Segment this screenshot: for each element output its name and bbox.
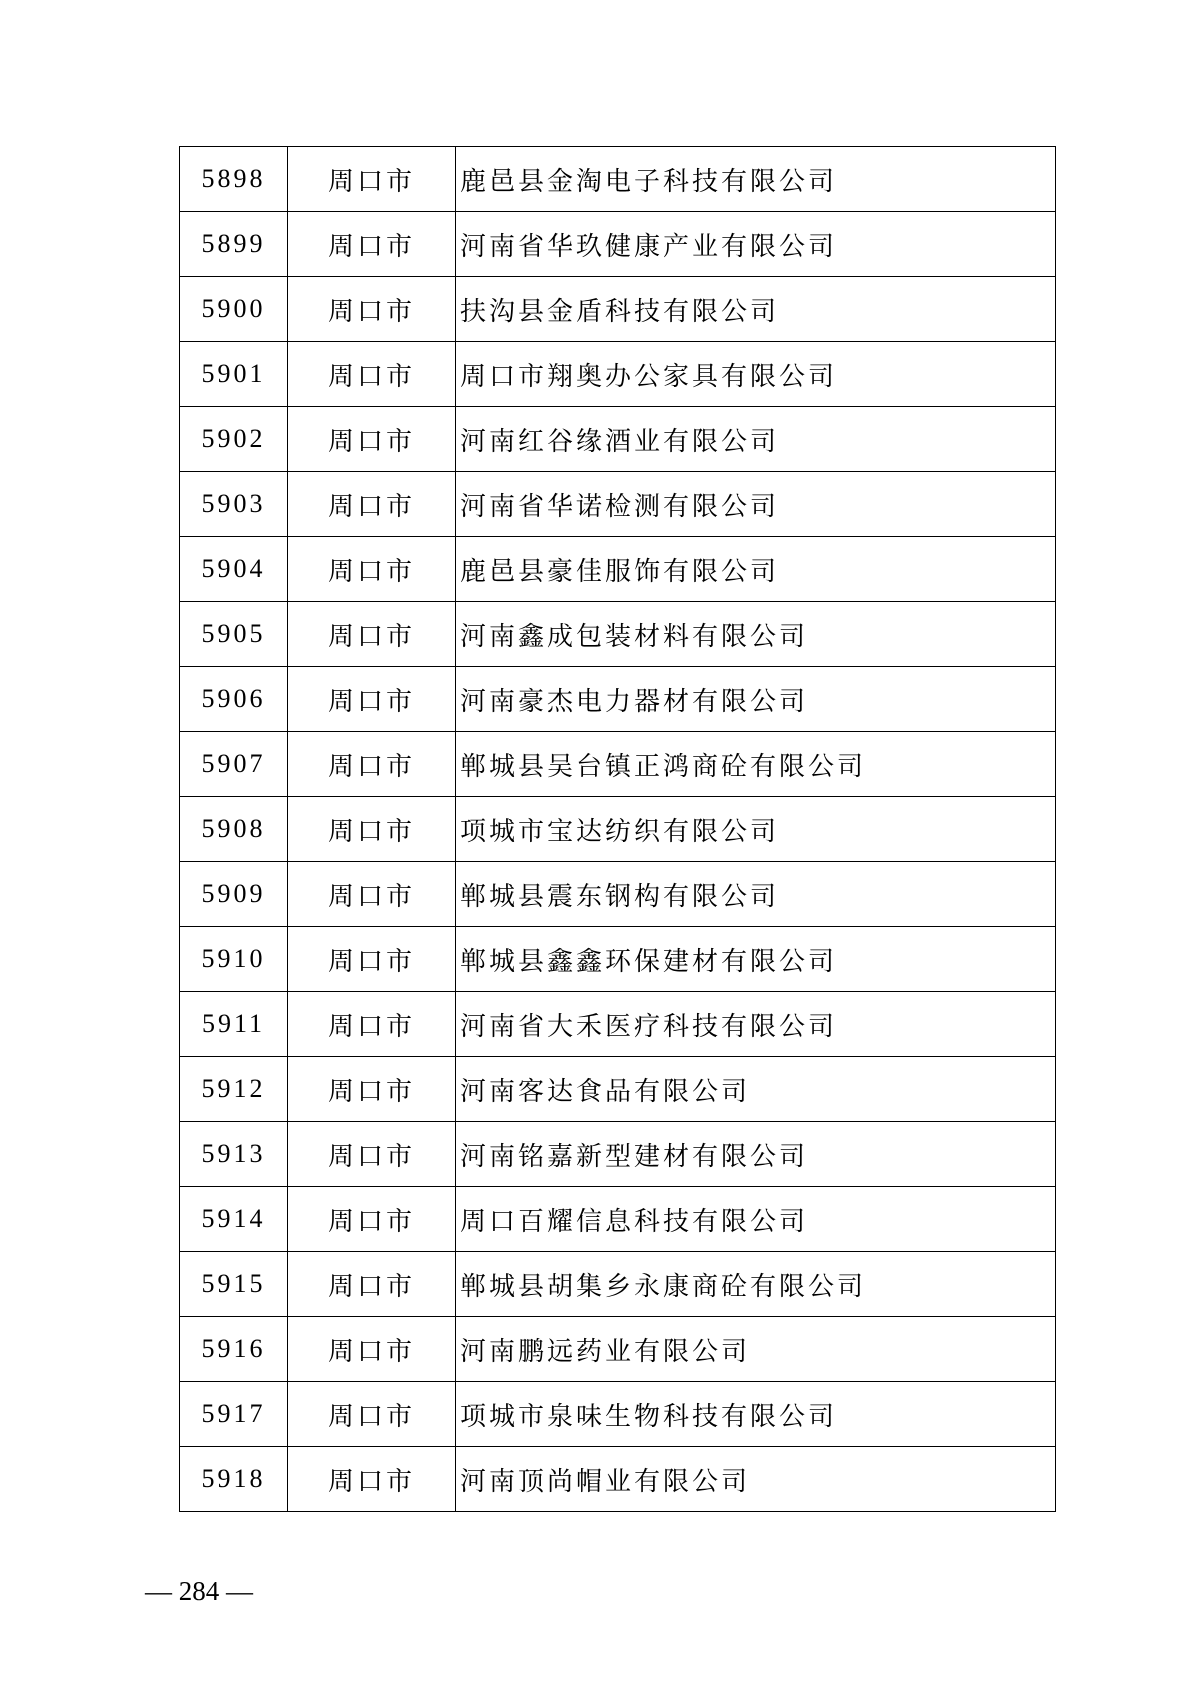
row-city: 周口市: [288, 732, 456, 797]
row-company-name: 扶沟县金盾科技有限公司: [456, 277, 1056, 342]
row-number: 5902: [180, 407, 288, 472]
row-number: 5912: [180, 1057, 288, 1122]
row-city: 周口市: [288, 1187, 456, 1252]
table-row: [180, 667, 1056, 732]
company-list-table: [179, 146, 1056, 1512]
table-row: [180, 1447, 1056, 1512]
row-city: 周口市: [288, 277, 456, 342]
row-city: 周口市: [288, 212, 456, 277]
table-row: [180, 732, 1056, 797]
row-number: 5906: [180, 667, 288, 732]
row-company-name: 郸城县震东钢构有限公司: [456, 862, 1056, 927]
row-number: 5918: [180, 1447, 288, 1512]
row-number: 5908: [180, 797, 288, 862]
row-city: 周口市: [288, 1252, 456, 1317]
row-company-name: 周口市翔奥办公家具有限公司: [456, 342, 1056, 407]
row-company-name: 周口百耀信息科技有限公司: [456, 1187, 1056, 1252]
row-company-name: 河南客达食品有限公司: [456, 1057, 1056, 1122]
table-row: [180, 537, 1056, 602]
row-city: 周口市: [288, 1057, 456, 1122]
row-company-name: 河南省华玖健康产业有限公司: [456, 212, 1056, 277]
row-company-name: 郸城县吴台镇正鸿商砼有限公司: [456, 732, 1056, 797]
row-company-name: 河南鹏远药业有限公司: [456, 1317, 1056, 1382]
table-body: [180, 147, 1056, 1512]
table-row: [180, 472, 1056, 537]
row-number: 5915: [180, 1252, 288, 1317]
page-number: — 284 —: [145, 1576, 253, 1606]
table-row: [180, 1122, 1056, 1187]
table-row: [180, 147, 1056, 212]
table-row: [180, 1382, 1056, 1447]
row-city: 周口市: [288, 927, 456, 992]
row-city: 周口市: [288, 1122, 456, 1187]
row-city: 周口市: [288, 602, 456, 667]
row-number: 5900: [180, 277, 288, 342]
row-number: 5910: [180, 927, 288, 992]
row-company-name: 河南省大禾医疗科技有限公司: [456, 992, 1056, 1057]
row-city: 周口市: [288, 342, 456, 407]
row-city: 周口市: [288, 407, 456, 472]
table-row: [180, 342, 1056, 407]
row-number: 5911: [180, 992, 288, 1057]
row-company-name: 河南鑫成包装材料有限公司: [456, 602, 1056, 667]
row-city: 周口市: [288, 992, 456, 1057]
row-number: 5909: [180, 862, 288, 927]
row-city: 周口市: [288, 1382, 456, 1447]
row-number: 5916: [180, 1317, 288, 1382]
table-row: [180, 862, 1056, 927]
row-company-name: 河南豪杰电力器材有限公司: [456, 667, 1056, 732]
row-number: 5903: [180, 472, 288, 537]
table-row: [180, 1187, 1056, 1252]
row-city: 周口市: [288, 862, 456, 927]
row-number: 5905: [180, 602, 288, 667]
row-company-name: 项城市宝达纺织有限公司: [456, 797, 1056, 862]
table-row: [180, 277, 1056, 342]
table-row: [180, 602, 1056, 667]
row-city: 周口市: [288, 537, 456, 602]
row-city: 周口市: [288, 667, 456, 732]
table-row: [180, 992, 1056, 1057]
row-company-name: 河南省华诺检测有限公司: [456, 472, 1056, 537]
row-number: 5904: [180, 537, 288, 602]
table-row: [180, 1317, 1056, 1382]
table-row: [180, 407, 1056, 472]
row-number: 5913: [180, 1122, 288, 1187]
table-row: [180, 212, 1056, 277]
row-city: 周口市: [288, 1317, 456, 1382]
table-row: [180, 1252, 1056, 1317]
row-company-name: 河南顶尚帽业有限公司: [456, 1447, 1056, 1512]
row-company-name: 郸城县胡集乡永康商砼有限公司: [456, 1252, 1056, 1317]
row-number: 5907: [180, 732, 288, 797]
table-row: [180, 1057, 1056, 1122]
table-row: [180, 797, 1056, 862]
row-company-name: 郸城县鑫鑫环保建材有限公司: [456, 927, 1056, 992]
row-company-name: 河南铭嘉新型建材有限公司: [456, 1122, 1056, 1187]
row-number: 5917: [180, 1382, 288, 1447]
row-city: 周口市: [288, 797, 456, 862]
row-company-name: 鹿邑县金淘电子科技有限公司: [456, 147, 1056, 212]
row-company-name: 河南红谷缘酒业有限公司: [456, 407, 1056, 472]
row-city: 周口市: [288, 1447, 456, 1512]
row-number: 5898: [180, 147, 288, 212]
row-city: 周口市: [288, 147, 456, 212]
row-city: 周口市: [288, 472, 456, 537]
row-number: 5899: [180, 212, 288, 277]
row-number: 5901: [180, 342, 288, 407]
row-number: 5914: [180, 1187, 288, 1252]
row-company-name: 项城市泉味生物科技有限公司: [456, 1382, 1056, 1447]
table-row: [180, 927, 1056, 992]
row-company-name: 鹿邑县豪佳服饰有限公司: [456, 537, 1056, 602]
